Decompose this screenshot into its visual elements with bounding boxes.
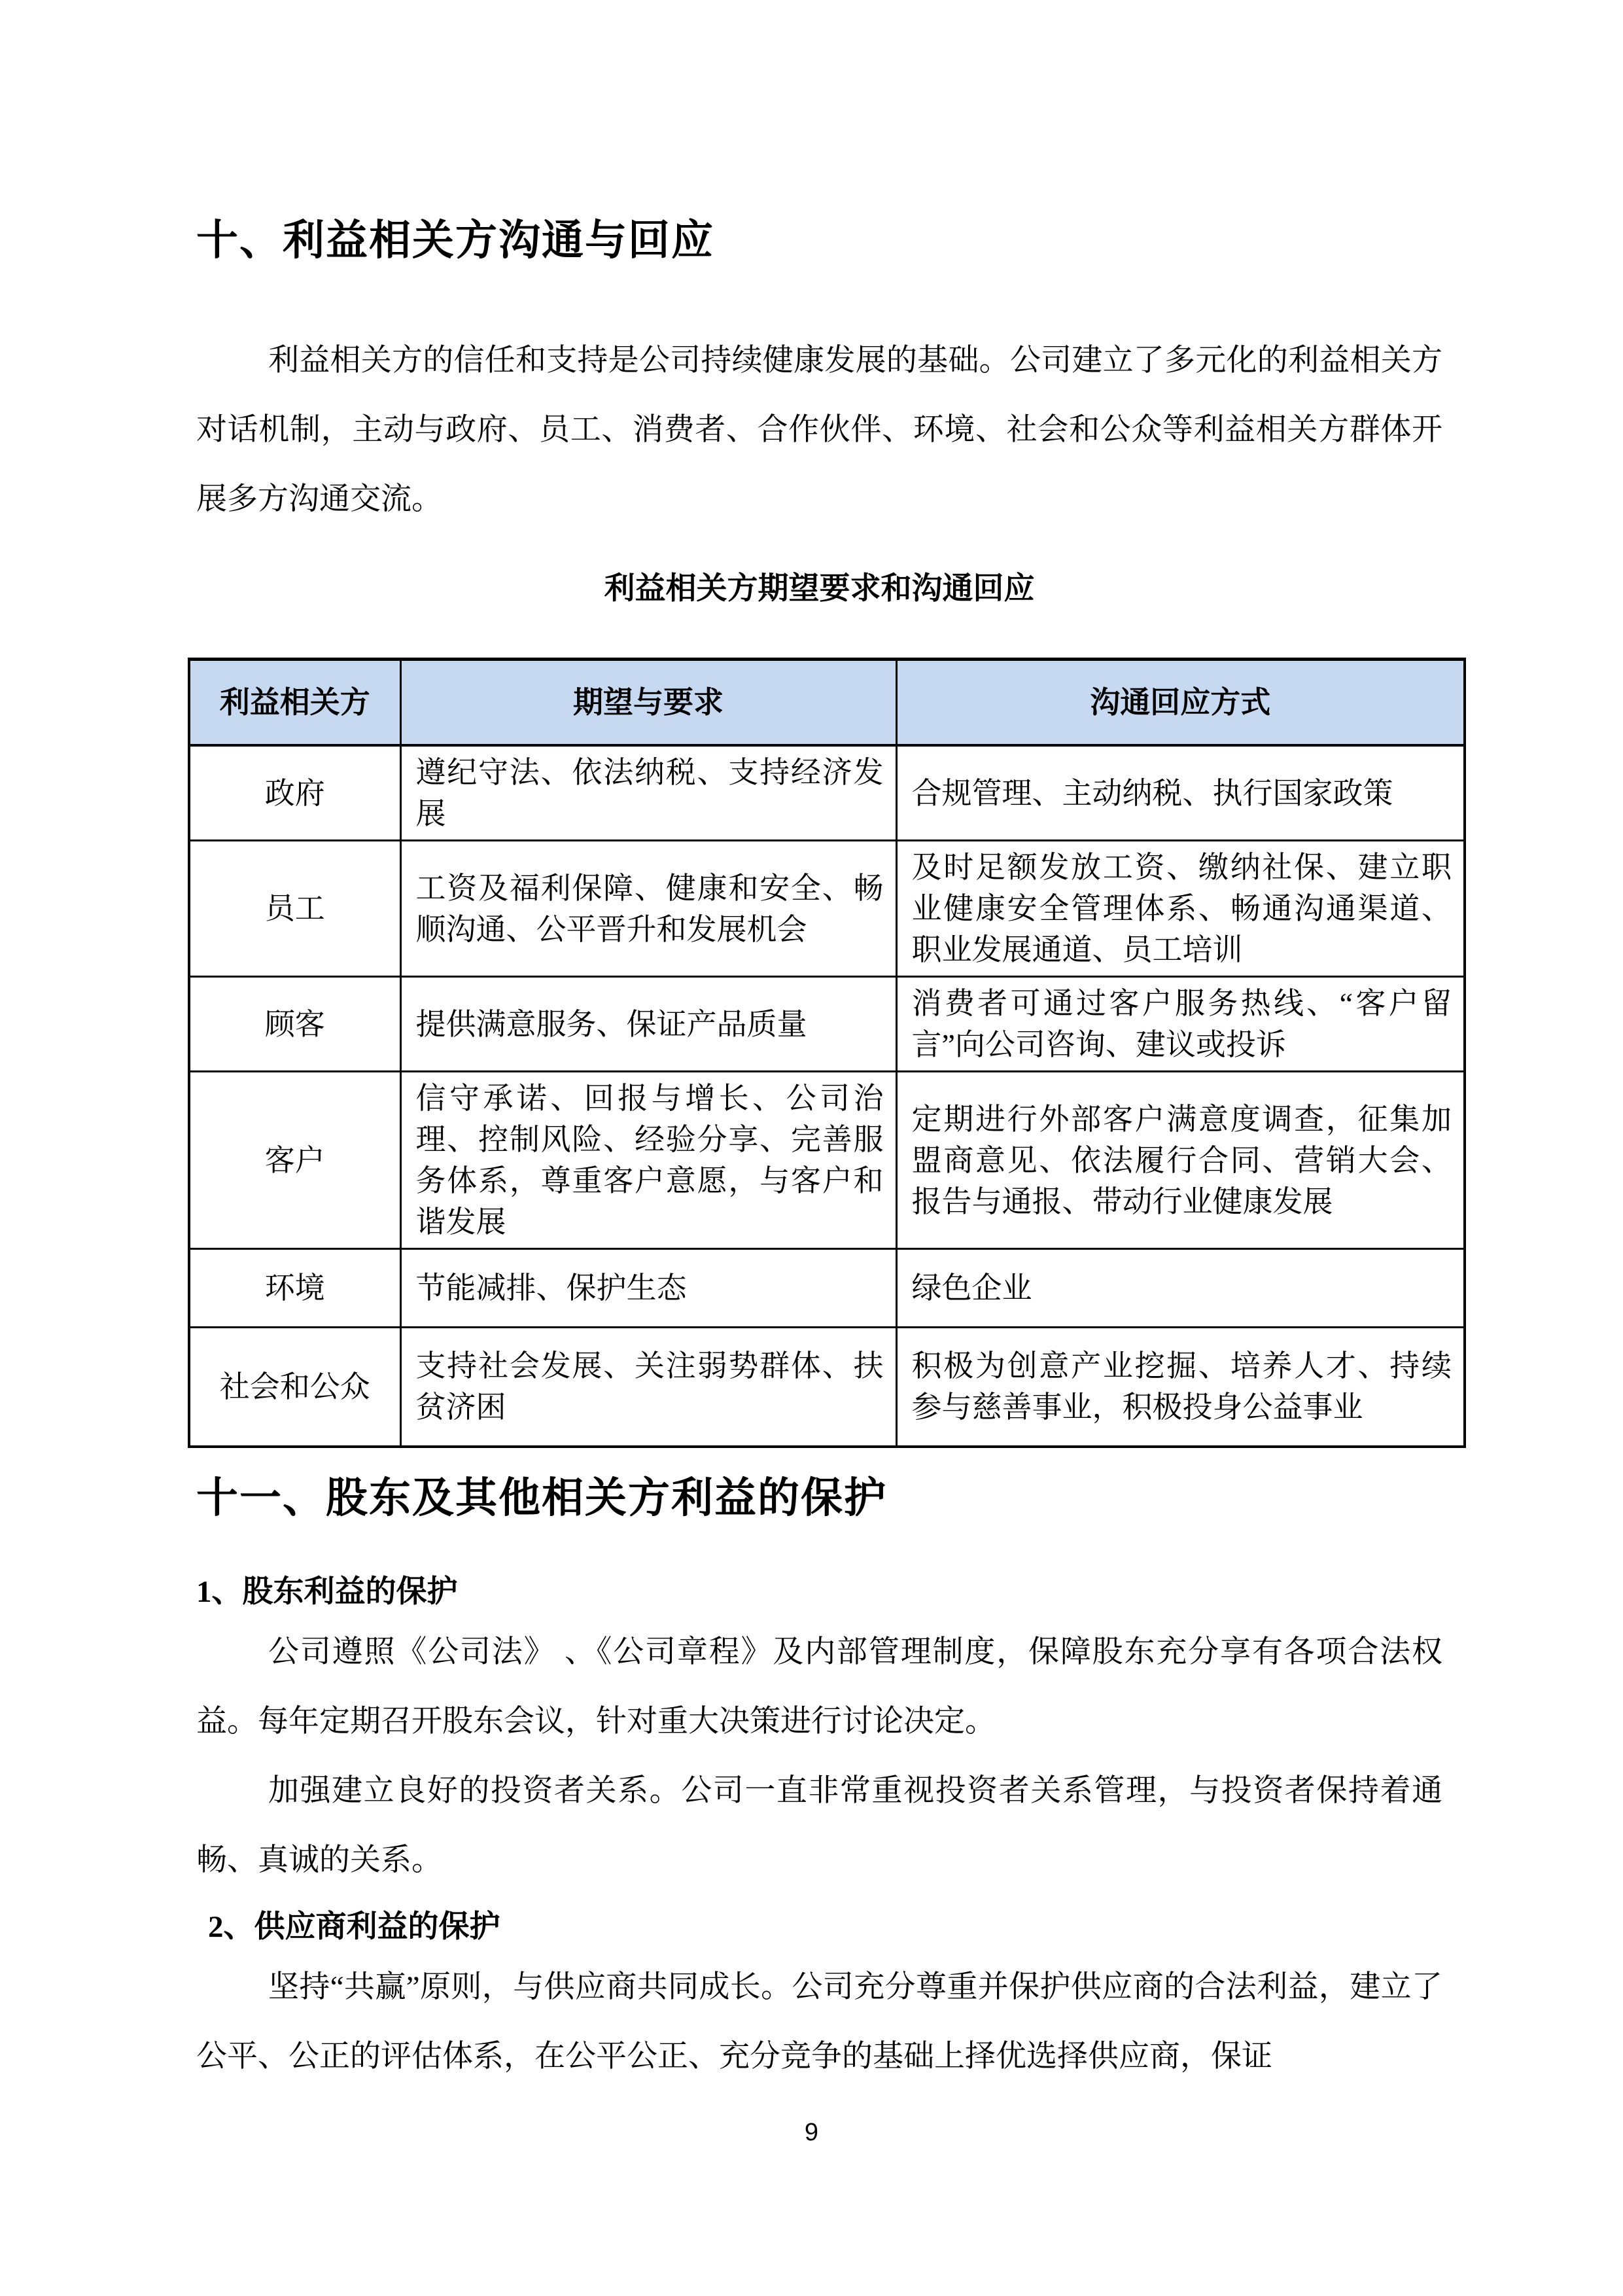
section-10-intro-paragraph: 利益相关方的信任和支持是公司持续健康发展的基础。公司建立了多元化的利益相关方对话机制，主动与政府、员工、消费者、合作伙伴、环境、社会和公众等利益相关方群体开展多方沟通交流。 [196,344,1442,516]
expectation-cell: 支持社会发展、关注弱势群体、扶贫济困 [400,1328,896,1447]
stakeholder-cell: 社会和公众 [189,1328,400,1447]
stakeholder-cell: 环境 [189,1249,400,1328]
section-11-body [196,1572,1442,2091]
table-header-stakeholder: 利益相关方 [189,660,400,746]
expectation-cell: 节能减排、保护生态 [400,1249,896,1328]
stakeholder-cell: 客户 [189,1072,400,1249]
stakeholder-cell: 政府 [189,745,400,841]
expectation-cell: 提供满意服务、保证产品质量 [400,977,896,1072]
table-row-clients [189,1072,1465,1249]
response-cell: 定期进行外部客户满意度调查，征集加盟商意见、依法履行合同、营销大会、报告与通报、带动行业健康发展 [896,1072,1465,1249]
response-cell: 合规管理、主动纳税、执行国家政策 [896,745,1465,841]
table-header-row [189,660,1465,746]
table-row-consumers [189,977,1465,1072]
response-cell: 积极为创意产业挖掘、培养人才、持续参与慈善事业，积极投身公益事业 [896,1328,1465,1447]
expectation-cell: 信守承诺、回报与增长、公司治理、控制风险、经验分享、完善服务体系，尊重客户意愿，与客户和谐发展 [400,1072,896,1249]
response-cell: 消费者可通过客户服务热线、“客户留言”向公司咨询、建议或投诉 [896,977,1465,1072]
expectation-cell: 工资及福利保障、健康和安全、畅顺沟通、公平晋升和发展机会 [400,841,896,977]
table-header-response: 沟通回应方式 [896,660,1465,746]
subsection-1-paragraph-1: 公司遵照《公司法》 、《公司章程》及内部管理制度，保障股东充分享有各项合法权益。每年定期召开股东会议，针对重大决策进行讨论决定。 [196,1635,1442,1739]
subsection-2-heading: 2、供应商利益的保护 [208,1910,500,1944]
response-cell: 绿色企业 [896,1249,1465,1328]
response-cell: 及时足额发放工资、缴纳社保、建立职业健康安全管理体系、畅通沟通渠道、职业发展通道、员工培训 [896,841,1465,977]
subsection-2-paragraph-1: 坚持“共赢”原则，与供应商共同成长。公司充分尊重并保护供应商的合法利益，建立了公平、公正的评估体系，在公平公正、充分竞争的基础上择优选择供应商，保证 [196,1970,1442,2074]
table-title: 利益相关方期望要求和沟通回应 [604,572,1035,606]
stakeholder-cell: 员工 [189,841,400,977]
subsection-1-heading: 1、股东利益的保护 [196,1575,458,1609]
table-row-employees [189,841,1465,977]
table-header-expectation: 期望与要求 [400,660,896,746]
section-10-heading: 十、利益相关方沟通与回应 [196,217,714,264]
table-row-society-public [189,1328,1465,1447]
subsection-1-paragraph-2: 加强建立良好的投资者关系。公司一直非常重视投资者关系管理，与投资者保持着通畅、真诚的关系。 [196,1774,1442,1877]
stakeholder-table [188,658,1466,1448]
table-row-environment [189,1249,1465,1328]
expectation-cell: 遵纪守法、依法纳税、支持经济发展 [400,745,896,841]
stakeholder-cell: 顾客 [189,977,400,1072]
table-row-government [189,745,1465,841]
section-11-heading: 十一、股东及其他相关方利益的保护 [196,1475,887,1521]
page-number: 9 [804,2119,819,2146]
